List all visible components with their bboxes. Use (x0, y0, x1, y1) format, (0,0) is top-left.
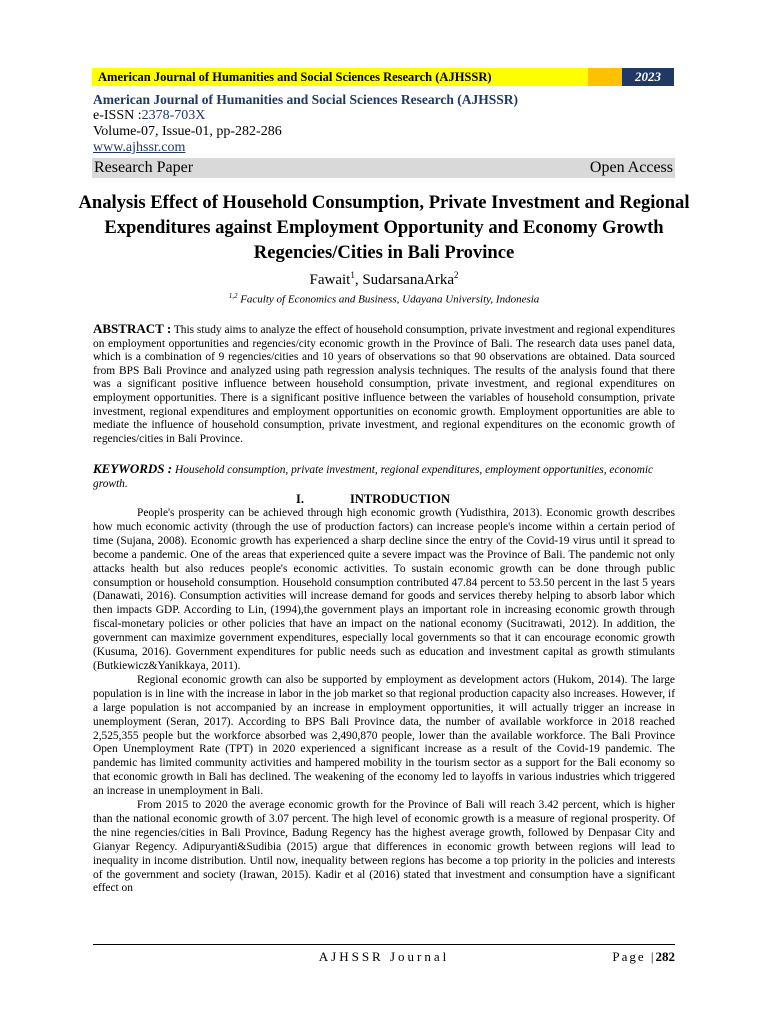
page-number: 282 (655, 949, 675, 964)
abstract-label: ABSTRACT : (93, 321, 172, 336)
keywords (93, 462, 675, 491)
author-name: SudarsanaArka (362, 272, 454, 288)
paragraph: People's prosperity can be achieved through high economic growth (Yudisthira, 2013). Economic growth describes how much economic activity (through the use of production factors) can increase people's income within a certain period of time (Sujana, 2008). Economic growth has experienced a sharp decline since the entry of the Covid-19 virus until it spread to become a pandemic. One of the areas that experienced quite a severe impact was the Province of Bali. The pandemic not only attacks health but also reduces people's economic activities. To sustain economic growth can be done through public consumption or household consumption. Household consumption contributed 47.84 percent to 53.50 percent in the last 5 years (Danawati, 2016). Consumption activities will increase demand for goods and services thereby helping to absorb labor which then impacts GDP. According to Lin, (1994),the government plays an important role in increasing economic growth through fiscal-monetary policies or other policies that have an impact on the national economy (Sucitrawati, 2012). In addition, the government can maximize government expenditures, especially local governments so that it can encourage economic growth (Kusuma, 2016). Government expenditures for public needs such as education and investment capital as growth stimulants (Butkiewicz&Yanikkaya, 2011). (93, 507, 675, 672)
issn-line: e-ISSN :2378-703X (93, 108, 206, 123)
page-footer (93, 944, 675, 967)
author-line: Fawait$^1$, SudarsanaArka$^2$ (309, 270, 459, 288)
paper-type-bar (92, 158, 675, 178)
banner-year: 2023 (622, 68, 674, 86)
journal-meta (93, 92, 675, 156)
banner-journal-name: American Journal of Humanities and Social Sciences Research (AJHSSR) (92, 68, 588, 86)
journal-title: American Journal of Humanities and Social Sciences Research (AJHSSR) (93, 92, 518, 107)
affiliation: $^{1,2}$ Faculty of Economics and Business, Udayana University, Indonesia (228, 292, 540, 306)
access-type: Open Access (589, 159, 673, 176)
abstract (93, 322, 675, 446)
author-name: Fawait (309, 272, 351, 288)
section-number: I. (296, 492, 304, 506)
issn-value: 2378-703X (141, 108, 206, 123)
introduction-body (93, 507, 675, 896)
paper-type: Research Paper (94, 159, 194, 176)
keywords-text: Household consumption, private investment, regional expenditures, employment opportunities, economic growth. (93, 464, 654, 490)
abstract-text: This study aims to analyze the effect of household consumption, private investment and regional expenditures on employment opportunities and regencies/city economic growth in the Province of Bali. The research data uses panel data, which is a combination of 9 regencies/cities and 10 years of observations so that 90 observations are obtained. Data sourced from BPS Bali Province and analyzed using path regression analysis techniques. The results of the analysis found that there was a significant positive influence between household consumption, private investment, and regional expenditures on employment opportunities. There is a significant positive influence between the variables of household consumption, private investment, regional expenditures and employment opportunities on economic growth. Employment opportunities are able to mediate the influence of household consumption, private investment, and regional expenditures on the economic growth of regencies/cities in Bali Province. (93, 324, 676, 445)
section-name: INTRODUCTION (350, 492, 451, 506)
footer-page: Page |282 (612, 949, 675, 964)
paragraph: Regional economic growth can also be supported by employment as development actors (Hukom, 2014). The large population is in line with the increase in labor in the job market so that regional production capacity also increases. However, if a large population is not accompanied by an increase in employment opportunities, it will actually trigger an increase in unemployment (Seran, 2017). According to BPS Bali Province data, the number of available workforce in 2018 reached 2,525,355 people but the workforce absorbed was 2,490,870 people, lower than the available workforce. The Bali Province Open Unemployment Rate (TPT) in 2020 experienced a significant increase as a result of the Covid-19 pandemic. The pandemic has limited community activities and hampered mobility in the tourism sector as a support for the Bali economy so that economic growth in Bali has declined. The weakening of the economy led to layoffs in various industries which triggered an increase in unemployment in Bali. (93, 673, 675, 798)
journal-banner (92, 68, 674, 86)
keywords-label: KEYWORDS : (93, 461, 173, 476)
paper-title: Analysis Effect of Household Consumption, Private Investment and Regional Expenditures against Employment Opportunity and Economy Growth Regencies/Cities in Bali Province (78, 192, 690, 263)
volume-line: Volume-07, Issue-01, pp-282-286 (93, 124, 282, 139)
journal-url-link[interactable]: www.ajhssr.com (93, 140, 186, 155)
footer-journal: AJHSSR Journal (318, 949, 450, 964)
paragraph: From 2015 to 2020 the average economic growth for the Province of Bali will reach 3.42 percent, which is higher than the national economic growth of 3.07 percent. The high level of economic growth is a measure of regional prosperity. Of the nine regencies/cities in Bali Province, Badung Regency has the highest average growth, followed by Denpasar City and Gianyar Regency. Adipuryanti&Sudibia (2015) argue that differences in economic growth between regions will lead to inequality in income distribution. Until now, inequality between regions has become a top priority in the policies and interests of the government and society (Irawan, 2015). Kadir et al (2016) stated that investment and consumption have a significant effect on (93, 799, 675, 895)
